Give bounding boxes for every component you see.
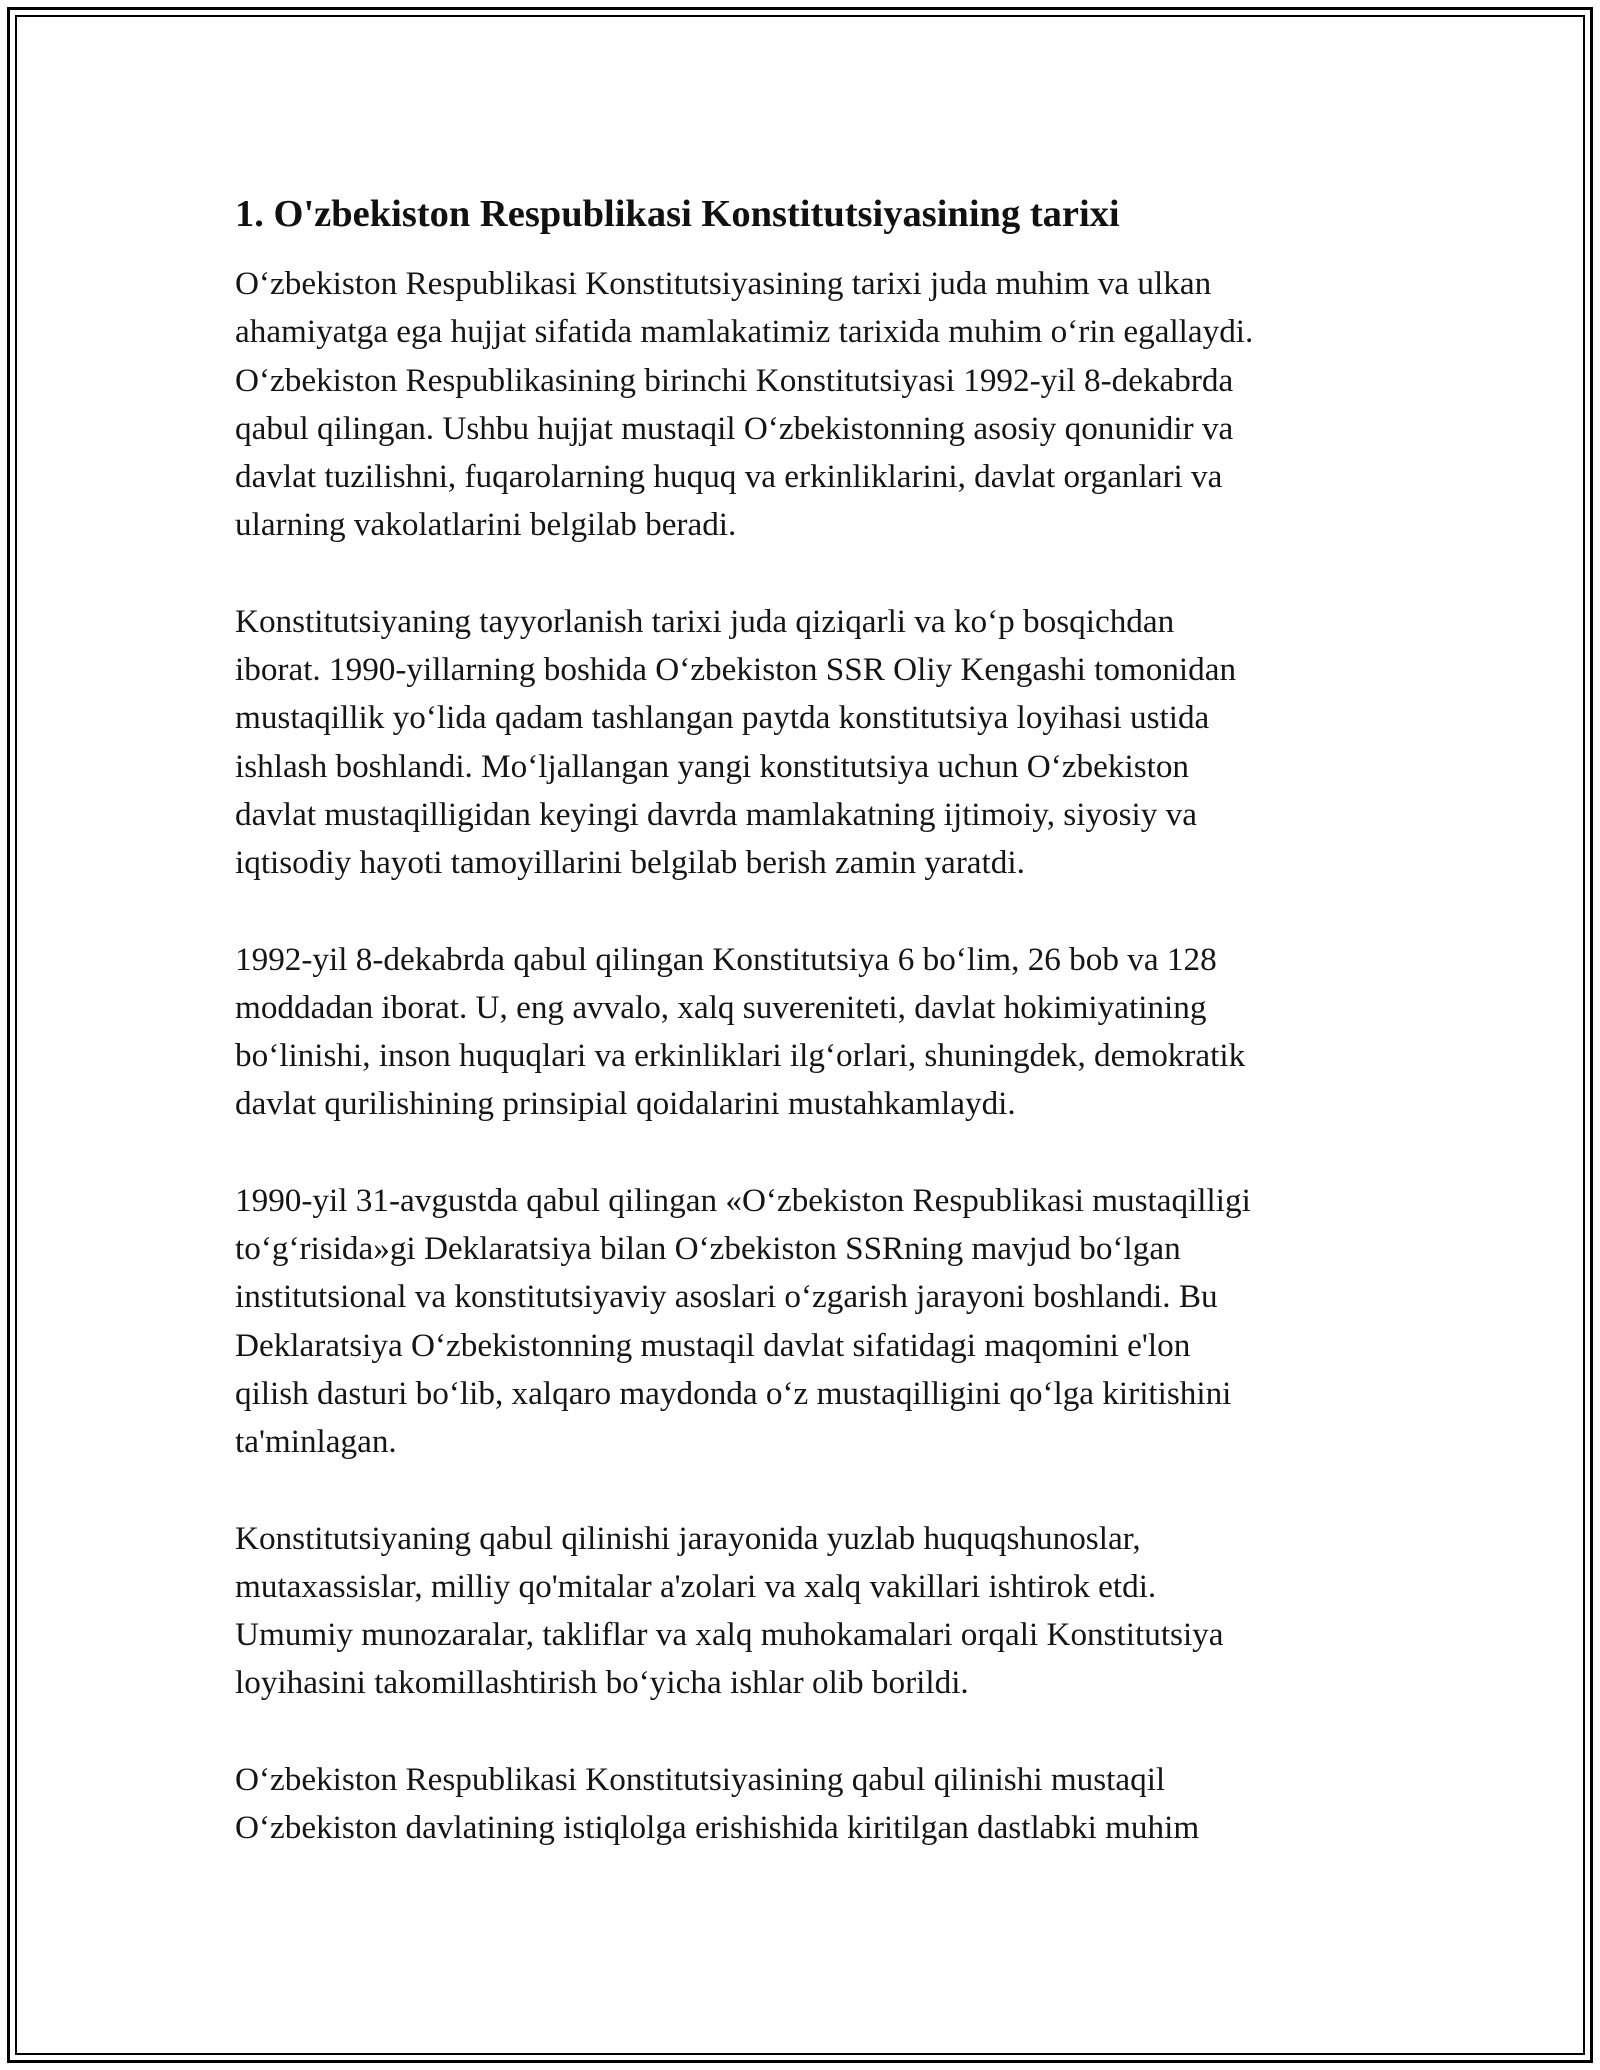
text-line: Konstitutsiyaning qabul qilinishi jarayonida yuzlab huquqshunoslar, bbox=[235, 1519, 1141, 1557]
text-line: iborat. 1990-yillarning boshida O‘zbekiston SSR Oliy Kengashi tomonidan bbox=[235, 651, 1237, 689]
text-line: ta'minlagan. bbox=[235, 1423, 397, 1461]
text-line: mutaxassislar, milliy qo'mitalar a'zolari va xalq vakillari ishtirok etdi. bbox=[235, 1567, 1157, 1605]
text-line: ularning vakolatlarini belgilab beradi. bbox=[235, 506, 737, 544]
paragraph-intro bbox=[235, 260, 1365, 550]
section-heading: 1. O'zbekiston Respublikasi Konstitutsiyasining tarixi bbox=[235, 193, 1120, 235]
paragraph-significance bbox=[235, 1756, 1365, 1853]
text-line: Deklaratsiya O‘zbekistonning mustaqil davlat sifatidagi maqomini e'lon bbox=[235, 1326, 1191, 1364]
text-line: mustaqillik yo‘lida qadam tashlangan paytda konstitutsiya loyihasi ustida bbox=[235, 699, 1210, 737]
paragraph-adoption-process bbox=[235, 1515, 1365, 1708]
text-line: moddadan iborat. U, eng avvalo, xalq suvereniteti, davlat hokimiyatining bbox=[235, 988, 1207, 1026]
paragraph-structure bbox=[235, 936, 1365, 1129]
text-line: institutsional va konstitutsiyaviy asoslari o‘zgarish jarayoni boshlandi. Bu bbox=[235, 1278, 1218, 1316]
text-line: davlat qurilishining prinsipial qoidalarini mustahkamlaydi. bbox=[235, 1085, 1016, 1123]
text-line: qilish dasturi bo‘lib, xalqaro maydonda o‘z mustaqilligini qo‘lga kiritishini bbox=[235, 1374, 1232, 1412]
text-line: 1990-yil 31-avgustda qabul qilingan «O‘zbekiston Respublikasi mustaqilligi bbox=[235, 1181, 1251, 1219]
text-line: qabul qilingan. Ushbu hujjat mustaqil O‘zbekistonning asosiy qonunidir va bbox=[235, 409, 1234, 447]
text-line: O‘zbekiston Respublikasi Konstitutsiyasining qabul qilinishi mustaqil bbox=[235, 1760, 1166, 1798]
paragraph-declaration bbox=[235, 1177, 1365, 1467]
text-line: O‘zbekiston Respublikasi Konstitutsiyasining tarixi juda muhim va ulkan bbox=[235, 265, 1212, 302]
text-line: Umumiy munozaralar, takliflar va xalq muhokamalari orqali Konstitutsiya bbox=[235, 1616, 1224, 1654]
text-line: loyihasini takomillashtirish bo‘yicha ishlar olib borildi. bbox=[235, 1664, 969, 1702]
document-body bbox=[235, 182, 1365, 1900]
text-line: iqtisodiy hayoti tamoyillarini belgilab berish zamin yaratdi. bbox=[235, 844, 1025, 882]
text-line: ishlash boshlandi. Mo‘ljallangan yangi konstitutsiya uchun O‘zbekiston bbox=[235, 747, 1190, 785]
text-line: Konstitutsiyaning tayyorlanish tarixi juda qiziqarli va ko‘p bosqichdan bbox=[235, 602, 1175, 640]
text-line: O‘zbekiston davlatining istiqlolga erishishida kiritilgan dastlabki muhim bbox=[235, 1809, 1200, 1847]
text-line: bo‘linishi, inson huquqlari va erkinliklari ilg‘orlari, shuningdek, demokratik bbox=[235, 1037, 1246, 1075]
text-line: to‘g‘risida»gi Deklaratsiya bilan O‘zbekiston SSRning mavjud bo‘lgan bbox=[235, 1230, 1181, 1268]
paragraph-preparation-history bbox=[235, 598, 1365, 888]
text-line: ahamiyatga ega hujjat sifatida mamlakatimiz tarixida muhim o‘rin egallaydi. bbox=[235, 313, 1254, 351]
text-line: 1992-yil 8-dekabrda qabul qilingan Konstitutsiya 6 bo‘lim, 26 bob va 128 bbox=[235, 940, 1217, 978]
text-line: O‘zbekiston Respublikasining birinchi Konstitutsiyasi 1992-yil 8-dekabrda bbox=[235, 361, 1234, 399]
text-line: davlat tuzilishni, fuqarolarning huquq va erkinliklarini, davlat organlari va bbox=[235, 458, 1223, 496]
text-line: davlat mustaqilligidan keyingi davrda mamlakatning ijtimoiy, siyosiy va bbox=[235, 795, 1197, 833]
